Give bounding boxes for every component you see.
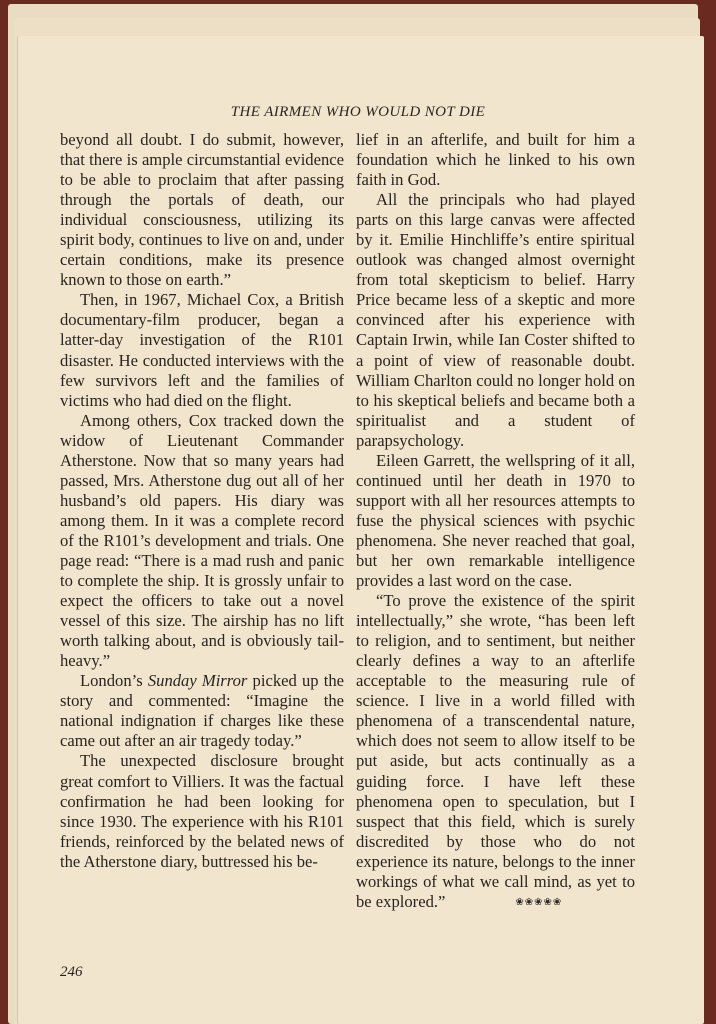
paragraph	[60, 671, 344, 751]
text-span: picked up the story and commented: “Imagine the national indignation if charges like these came out after an air tragedy today.”	[60, 671, 344, 751]
end-mark: ❀❀❀❀❀	[515, 896, 563, 908]
paragraph: lief in an afterlife, and built for him a foundation which he linked to his own faith in God.	[356, 130, 635, 190]
paragraph: Eileen Garrett, the wellspring of it all, continued until her death in 1970 to support with all her resources attempts to fuse the physical sciences with psychic phenomena. She never reached that goal, but her own remarkable intelligence provides a last word on the case.	[356, 450, 635, 591]
paragraph: Among others, Cox tracked down the widow of Lieutenant Commander Atherstone. Now that so many years had passed, Mrs. Atherstone dug out all of her husband’s old papers. His diary was among them. In it was a complete record of the R101’s development and trials. One page read: “There is a mad rush and panic to complete the ship. It is grossly unfair to expect the officers to take out a novel vessel of this size. The airship has no lift worth talking about, and is obviously tail-heavy.”	[60, 410, 344, 671]
paragraph: All the principals who had played parts on this large canvas were affected by it. Emilie Hinchliffe’s entire spiritual outlook was changed almost overnight from total skepticism to belief. Harry Price became less of a skeptic and more convinced after his experience with Captain Irwin, while Ian Coster shifted to a point of view of reasonable doubt. William Charlton could no longer hold on to his skeptical beliefs and became both a spiritualist and a student of parapsychology.	[356, 190, 635, 450]
publication-title: Sunday Mirror	[147, 671, 248, 691]
paragraph: Then, in 1967, Michael Cox, a British documentary-film producer, began a latter-day investigation of the R101 disaster. He conducted interviews with the few survivors left and the families of victims who had died on the flight.	[60, 290, 344, 410]
text-span: London’s	[80, 671, 148, 691]
paragraph	[356, 591, 635, 913]
right-column	[356, 130, 635, 913]
paragraph: The unexpected disclosure brought great comfort to Villiers. It was the factual confirmation he had been looking for since 1930. The experience with his R101 friends, reinforced by the belated news of the Atherstone diary, buttressed his be-	[60, 751, 344, 871]
page-number: 246	[60, 964, 83, 980]
running-head: THE AIRMEN WHO WOULD NOT DIE	[230, 104, 486, 120]
paragraph: beyond all doubt. I do submit, however, that there is ample circumstantial evidence to be able to proclaim that after passing through the portals of death, our individual consciousness, utilizing its spirit body, continues to live on and, under certain conditions, make its presence known to those on earth.”	[60, 130, 344, 290]
quote-text: “To prove the existence of the spirit intellectually,” she wrote, “has been left to religion, and to sentiment, but neither clearly defines a way to an afterlife acceptable to the measuring rule of science. I live in a world filled with phenomena of a transcendental nature, which does not seem to allow itself to be put aside, but acts continually as a guiding force. I have left these phenomena open to speculation, but I suspect that this field, which is surely discredited by those who do not experience its nature, belongs to the inner workings of what we call mind, as yet to be explored.”	[356, 591, 635, 911]
left-column	[60, 130, 344, 872]
